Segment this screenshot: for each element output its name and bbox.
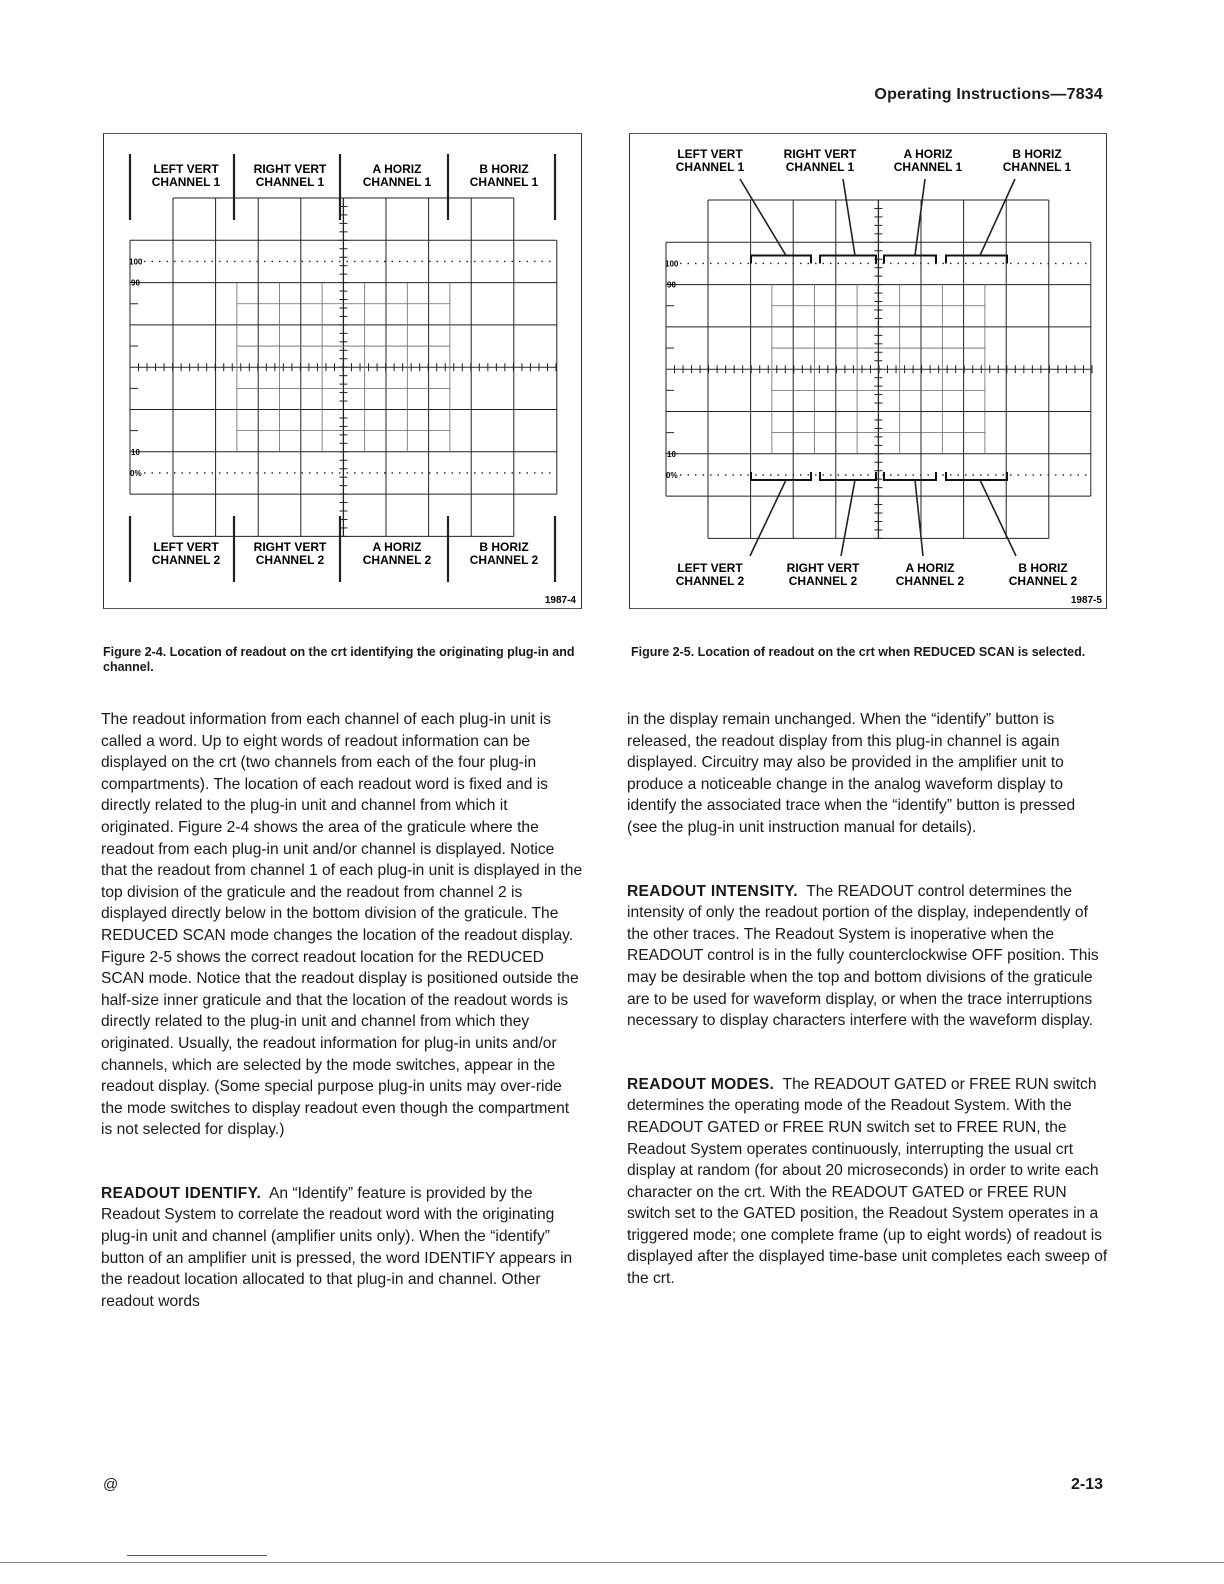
bottom-readout-bracket: [751, 472, 811, 480]
bottom-readout-label-1-line1: LEFT VERT: [677, 561, 743, 575]
paragraph-readout-intensity: [627, 881, 1109, 1032]
bottom-readout-label-3-line1: A HORIZ: [905, 561, 955, 575]
figure-2-4: [103, 133, 582, 609]
bottom-readout-label-2-line1: RIGHT VERT: [253, 540, 327, 554]
scale-label-90: 90: [131, 278, 140, 288]
bottom-leader-line: [915, 480, 923, 556]
bottom-readout-label-3-line2: CHANNEL 2: [895, 574, 965, 588]
figure-id: 1987-4: [544, 595, 576, 606]
right-text-column: [627, 709, 1109, 1332]
top-readout-label-2-line1: RIGHT VERT: [253, 162, 327, 176]
top-readout-bracket: [751, 255, 811, 263]
scale-label-90: 90: [667, 280, 676, 290]
figure-2-5: [629, 133, 1107, 609]
graticule-diagram-normal: [104, 134, 581, 608]
bottom-readout-label-3-line2: CHANNEL 2: [362, 553, 432, 567]
bottom-readout-label-4-line2: CHANNEL 2: [469, 553, 539, 567]
bottom-readout-label-1-line2: CHANNEL 2: [675, 574, 745, 588]
bottom-readout-label-1-line2: CHANNEL 2: [151, 553, 221, 567]
top-leader-line: [980, 179, 1015, 255]
bottom-readout-label-2-line2: CHANNEL 2: [255, 553, 325, 567]
scale-label-100: 100: [129, 257, 143, 267]
figure-2-5-caption: Figure 2-5. Location of readout on the crt when REDUCED SCAN is selected.: [631, 645, 1086, 659]
top-readout-bracket: [946, 255, 1007, 263]
readout-intensity-text: The READOUT control determines the intensity of only the readout portion of the display, independently of the other traces. The Readout System is inoperative when the READOUT control is in the fully counterclockwise OFF position. This may be desirable when the top and bottom divisions of the graticule are to be used for waveform display, or when the trace interruptions necessary to display characters interfere with the waveform display.: [627, 882, 1099, 1030]
scale-label-0: 0%: [666, 470, 678, 480]
figure-2-4-caption: Figure 2-4. Location of readout on the crt identifying the originating plug-in and channel.: [103, 645, 575, 674]
top-leader-line: [740, 179, 786, 255]
top-readout-label-2-line1: RIGHT VERT: [783, 147, 857, 161]
page-number: 2-13: [1070, 1476, 1103, 1493]
top-readout-label-4-line1: B HORIZ: [479, 162, 529, 176]
figure-id: 1987-5: [1070, 595, 1102, 606]
paragraph-readout-words: The readout information from each channel of each plug-in unit is called a word. Up to eight words of readout information can be displayed on the crt (two channels from each of the four plug-in compartments). The location of each readout word is fixed and is directly related to the plug-in unit and channel from which it originated. Figure 2-4 shows the area of the graticule where the readout from each plug-in unit and/or channel is displayed. Notice that the readout from channel 1 of each plug-in unit is displayed in the top division of the graticule and the readout from channel 2 is displayed directly below in the bottom division of the graticule. The REDUCED SCAN mode changes the location of the readout display. Figure 2-5 shows the correct readout location for the REDUCED SCAN mode. Notice that the readout display is positioned outside the half-size inner graticule and that the location of the readout words is directly related to the plug-in unit and channel from which they originated. Usually, the readout information for plug-in units and/or channels, which are selected by the mode switches, appear in the readout display. (Some special purpose plug-in units may over-ride the mode switches to display readout even though the compartment is not selected for display.): [101, 711, 583, 1139]
top-readout-label-3-line1: A HORIZ: [903, 147, 953, 161]
bottom-readout-label-3-line1: A HORIZ: [372, 540, 422, 554]
scale-label-10: 10: [667, 449, 676, 459]
bottom-readout-bracket: [884, 472, 936, 480]
top-readout-bracket: [820, 255, 876, 263]
top-leader-line: [843, 179, 855, 255]
top-readout-label-3-line2: CHANNEL 1: [362, 175, 432, 189]
top-readout-label-2-line2: CHANNEL 1: [255, 175, 325, 189]
bottom-leader-line: [750, 480, 786, 556]
footer-mark: @: [103, 1476, 119, 1493]
page-bottom-short-rule: [127, 1555, 267, 1556]
top-readout-label-1-line1: LEFT VERT: [153, 162, 219, 176]
paragraph-readout-identify: [101, 1183, 583, 1313]
top-readout-label-2-line2: CHANNEL 1: [785, 160, 855, 174]
bottom-readout-bracket: [820, 472, 876, 480]
top-readout-label-3-line1: A HORIZ: [372, 162, 422, 176]
bottom-readout-label-4-line1: B HORIZ: [1018, 561, 1068, 575]
bottom-readout-label-4-line2: CHANNEL 2: [1008, 574, 1078, 588]
top-readout-label-1-line1: LEFT VERT: [677, 147, 743, 161]
scale-label-10: 10: [131, 447, 140, 457]
top-readout-label-4-line2: CHANNEL 1: [1002, 160, 1072, 174]
page-bottom-rule: [0, 1562, 1224, 1563]
top-readout-label-3-line2: CHANNEL 1: [893, 160, 963, 174]
readout-identify-text: An “Identify” feature is provided by the Readout System to correlate the readout word with the originating plug-in unit and channel (amplifier units only). When the “identify” button of an amplifier unit is pressed, the word IDENTIFY appears in the readout location allocated to that plug-in and channel. Other readout words: [101, 1184, 573, 1310]
running-header: Operating Instructions—7834: [874, 86, 1103, 103]
readout-modes-text: The READOUT GATED or FREE RUN switch determines the operating mode of the Readout System. With the READOUT GATED or FREE RUN switch set to FREE RUN, the Readout System operates continuously, interrupting the usual crt display at random (for about 20 microseconds) in order to write each character on the crt. With the READOUT GATED or FREE RUN switch set to the GATED position, the Readout System operates in a triggered mode; one complete frame (up to eight words) of readout is displayed after the displayed time-base unit completes each sweep of the crt.: [627, 1075, 1108, 1288]
bottom-leader-line: [980, 480, 1016, 556]
top-readout-bracket: [884, 255, 936, 263]
bottom-readout-label-2-line2: CHANNEL 2: [788, 574, 858, 588]
top-readout-label-4-line1: B HORIZ: [1012, 147, 1062, 161]
paragraph-identify-continued: in the display remain unchanged. When the “identify” button is released, the readout display from this plug-in channel is again displayed. Circuitry may also be provided in the amplifier unit to produce a noticeable change in the analog waveform display to identify the associated trace when the “identify” button is pressed (see the plug-in unit instruction manual for details).: [627, 711, 1076, 836]
top-readout-label-1-line2: CHANNEL 1: [151, 175, 221, 189]
bottom-readout-bracket: [946, 472, 1007, 480]
bottom-readout-label-4-line1: B HORIZ: [479, 540, 529, 554]
top-readout-label-1-line2: CHANNEL 1: [675, 160, 745, 174]
heading-readout-modes: READOUT MODES.: [627, 1075, 775, 1093]
bottom-readout-label-2-line1: RIGHT VERT: [786, 561, 860, 575]
scale-label-100: 100: [665, 259, 679, 269]
top-readout-label-4-line2: CHANNEL 1: [469, 175, 539, 189]
paragraph-readout-modes: [627, 1074, 1109, 1290]
top-leader-line: [915, 179, 925, 255]
graticule-diagram-reduced-scan: [630, 134, 1106, 608]
scale-label-0: 0%: [130, 468, 142, 478]
left-text-column: [101, 709, 583, 1354]
bottom-leader-line: [841, 480, 855, 556]
heading-readout-identify: READOUT IDENTIFY.: [101, 1184, 262, 1202]
bottom-readout-label-1-line1: LEFT VERT: [153, 540, 219, 554]
heading-readout-intensity: READOUT INTENSITY.: [627, 882, 798, 900]
